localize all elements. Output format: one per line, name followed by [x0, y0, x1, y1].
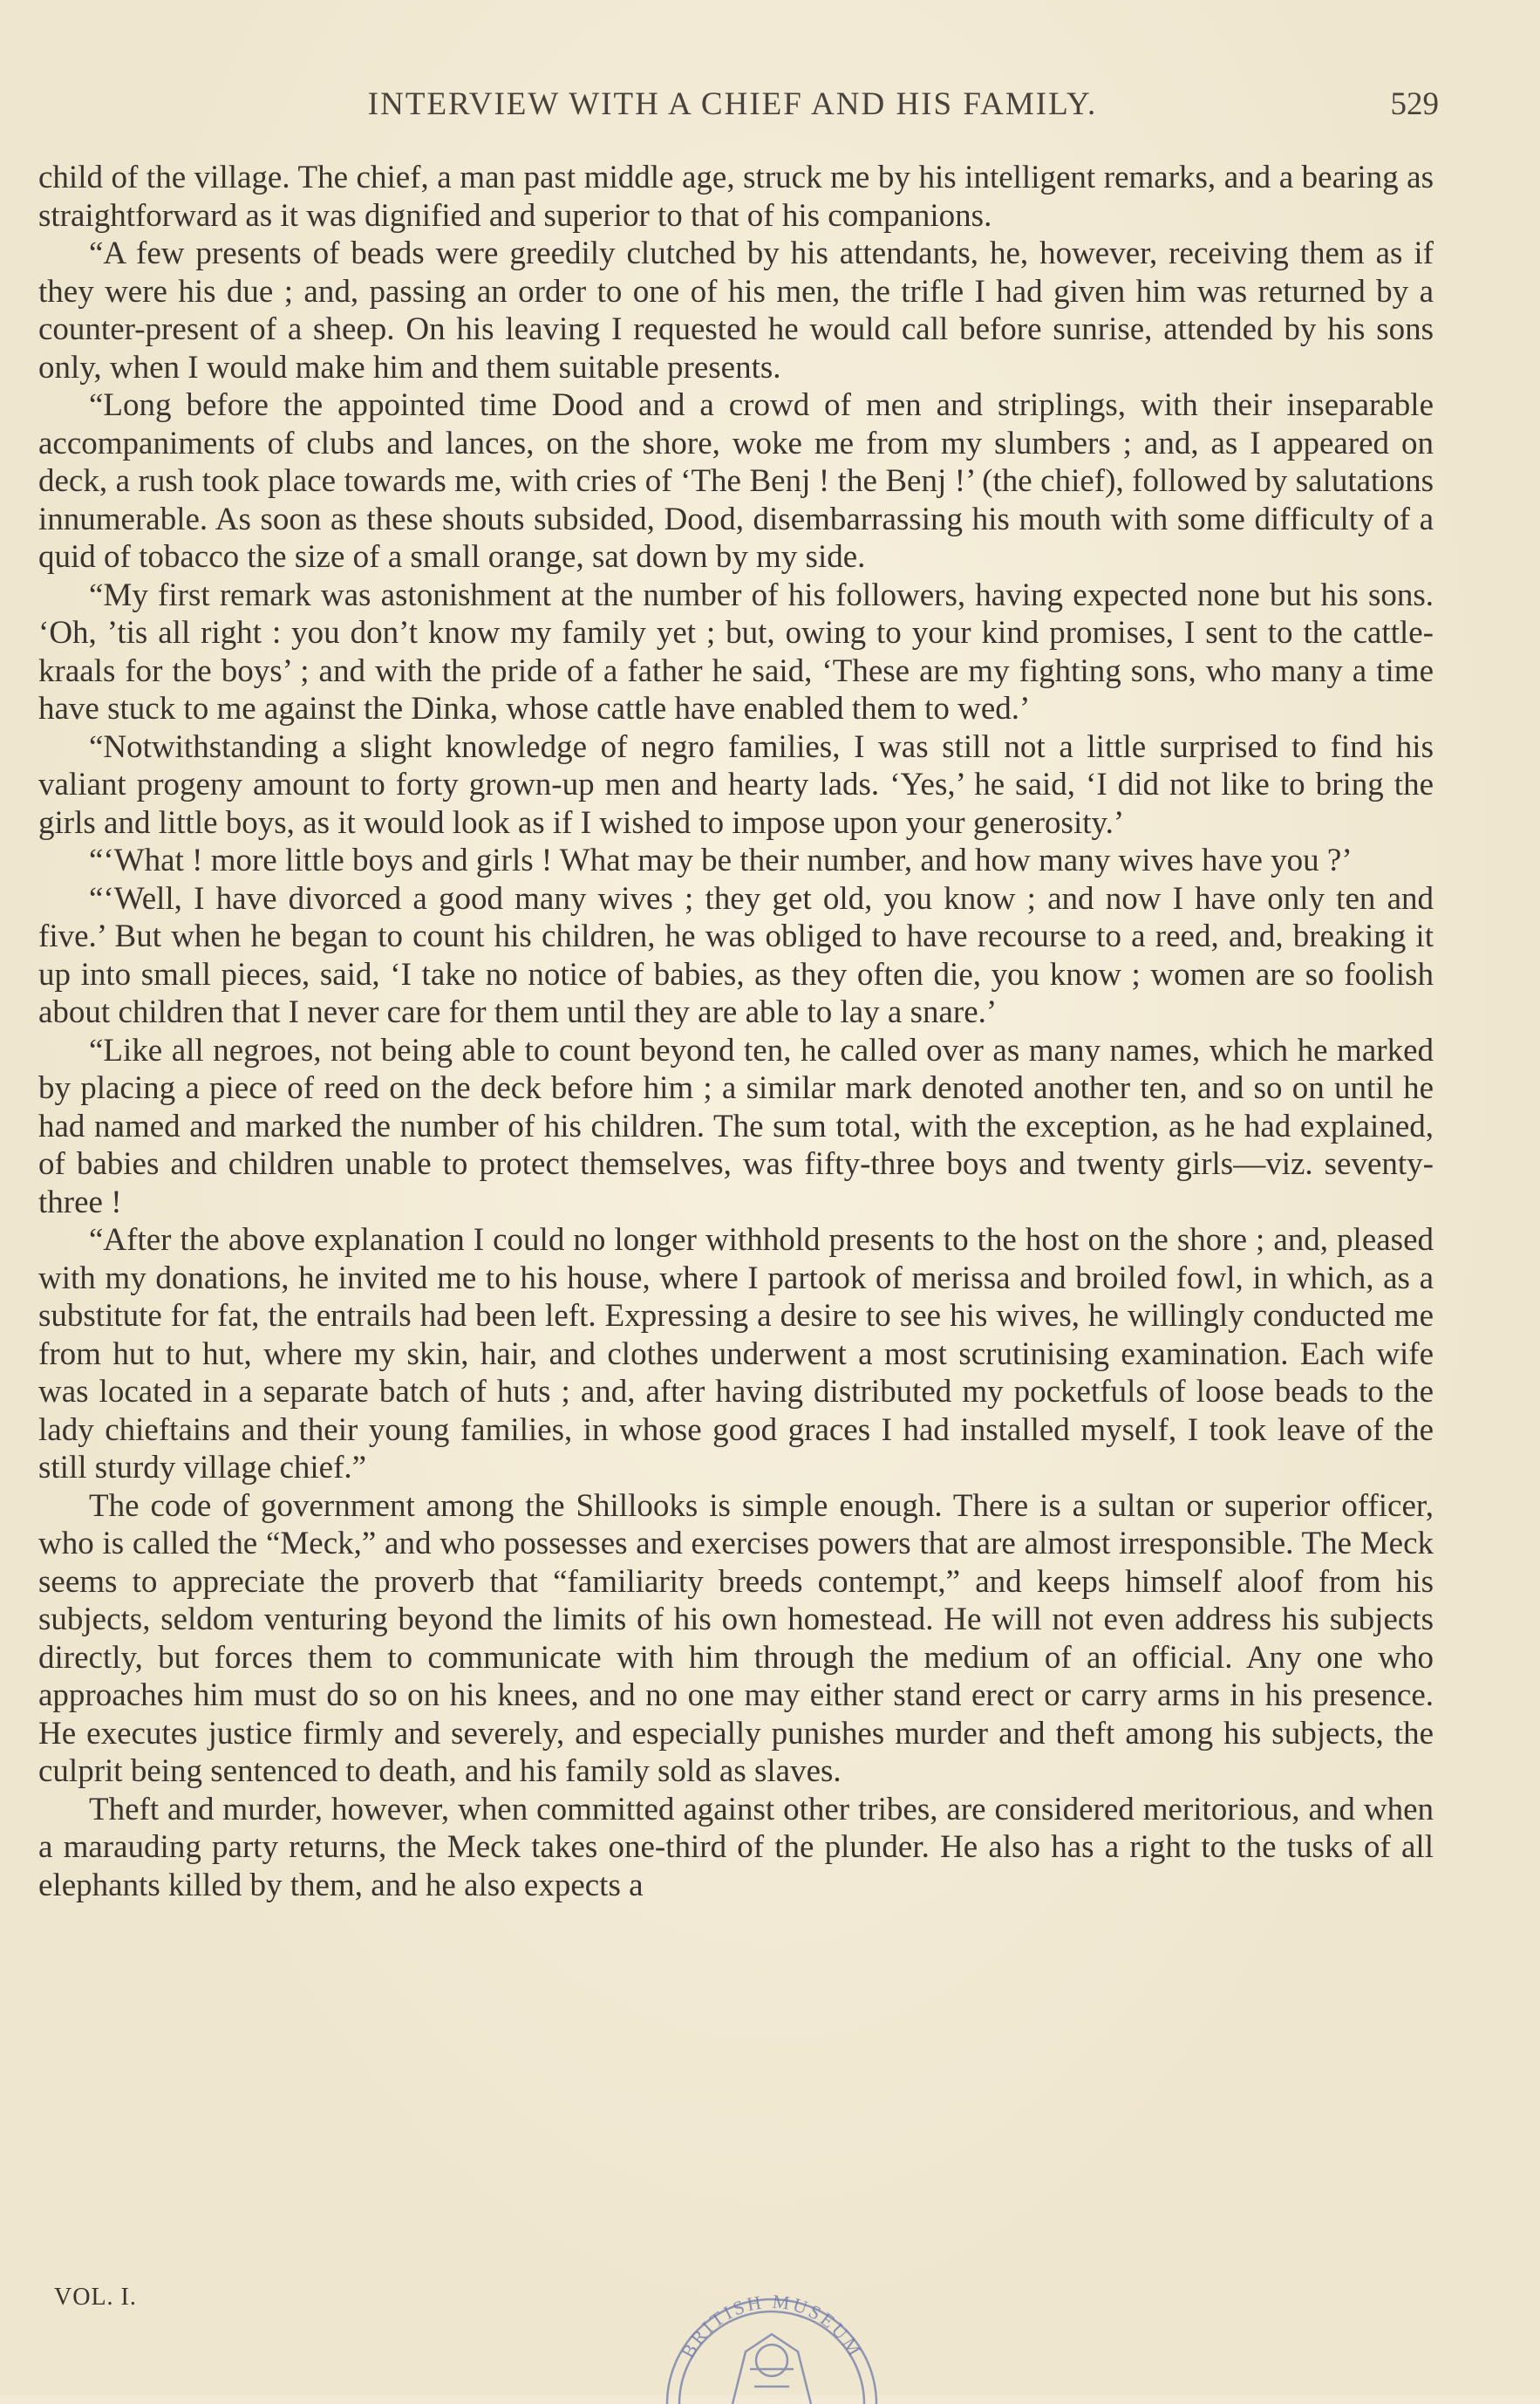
svg-text:BRITISH MUSEUM — [677, 2291, 867, 2362]
paragraph: Theft and murder, however, when committed against other tribes, are considered meritorious, and when a marauding party returns, the Meck takes one-third of the plunder. He also has a right to the tusks of all elephants killed by them, and he also expects a — [38, 1791, 1434, 1903]
library-stamp — [650, 2273, 894, 2404]
paragraph: “Long before the appointed time Dood and a crowd of men and striplings, with their inseparable accompaniments of clubs and lances, on the shore, woke me from my slumbers ; and, as I appeared on deck, a rush took place towards me, with cries of ‘The Benj ! the Benj !’ (the chief), followed by salutations innumerable. As soon as these shouts subsided, Dood, disembarrassing his mouth with some difficulty of a quid of tobacco the size of a small orange, sat down by my side. — [38, 387, 1434, 575]
paragraph: “After the above explanation I could no longer withhold presents to the host on the shore ; and, pleased with my donations, he invited me to his house, where I partook of merissa and broiled fowl, in which, as a substitute for fat, the entrails had been left. Expressing a desire to see his wives, he willingly conducted me from hut to hut, where my skin, hair, and clothes underwent a most scrutinising examination. Each wife was located in a separate batch of huts ; and, after having distributed my pocketfuls of loose beads to the lady chieftains and their young families, in whose good graces I had installed myself, I took leave of the still sturdy village chief.” — [38, 1222, 1434, 1485]
running-head: INTERVIEW WITH A CHIEF AND HIS FAMILY. — [367, 86, 1098, 122]
paragraph: “My first remark was astonishment at the number of his followers, having expected none but his sons. ‘Oh, ’tis all right : you don’t know my family yet ; but, owing to your kind promises, I sent to the cattle-kraals for the boys’ ; and with the pride of a father he said, ‘These are my fighting sons, who many a time have stuck to me against the Dinka, whose cattle have enabled them to wed.’ — [38, 577, 1434, 727]
paragraph: The code of government among the Shillooks is simple enough. There is a sultan or superior officer, who is called the “Meck,” and who possesses and exercises powers that are almost irresponsible. The Meck seems to appreciate the proverb that “familiarity breeds contempt,” and keeps himself aloof from his subjects, seldom venturing beyond the limits of his own homestead. He will not even address his subjects directly, but forces them to communicate with him through the medium of an official. Any one who approaches him must do so on his knees, and no one may either stand erect or carry arms in his presence. He executes justice firmly and severely, and especially punishes murder and theft among his subjects, the culprit being sentenced to death, and his family sold as slaves. — [38, 1487, 1434, 1789]
paragraph: child of the village. The chief, a man past middle age, struck me by his intelligent remarks, and a bearing as straightforward as it was dignified and superior to that of his companions. — [38, 160, 1434, 234]
paragraph: “‘What ! more little boys and girls ! What may be their number, and how many wives have you ?’ — [89, 843, 1353, 878]
page-header — [35, 85, 1439, 138]
paragraph: “A few presents of beads were greedily clutched by his attendants, he, however, receiving them as if they were his due ; and, passing an order to one of his men, the trifle I had given him was returned by a counter-present of a sheep. On his leaving I requested he would call before sunrise, attended by his sons only, when I would make him and them suitable presents. — [38, 236, 1434, 386]
page-number: 529 — [1390, 86, 1439, 122]
paragraph: “Notwithstanding a slight knowledge of negro families, I was still not a little surprised to find his valiant progeny amount to forty grown-up men and hearty lads. ‘Yes,’ he said, ‘I did not like to bring the girls and little boys, as it would look as if I wished to impose upon your generosity.’ — [38, 728, 1434, 841]
signature-mark: VOL. I. — [54, 2284, 137, 2311]
paragraph: “Like all negroes, not being able to count beyond ten, he called over as many names, which he marked by placing a piece of reed on the deck before him ; a similar mark denoted another ten, and so on until he had named and marked the number of his children. The sum total, with the exception, as he had explained, of babies and children unable to protect themselves, was fifty-three boys and twenty girls—viz. seventy-three ! — [38, 1032, 1434, 1220]
body-text — [38, 159, 1434, 1904]
stamp-text: BRITISH MUSEUM — [676, 2290, 868, 2362]
paragraph: “‘Well, I have divorced a good many wives ; they get old, you know ; and now I have only ten and five.’ But when he began to count his children, he was obliged to have recourse to a reed, and, breaking it up into small pieces, said, ‘I take no notice of babies, as they often die, you know ; women are so foolish about children that I never care for them until they are able to lay a snare.’ — [38, 880, 1434, 1030]
